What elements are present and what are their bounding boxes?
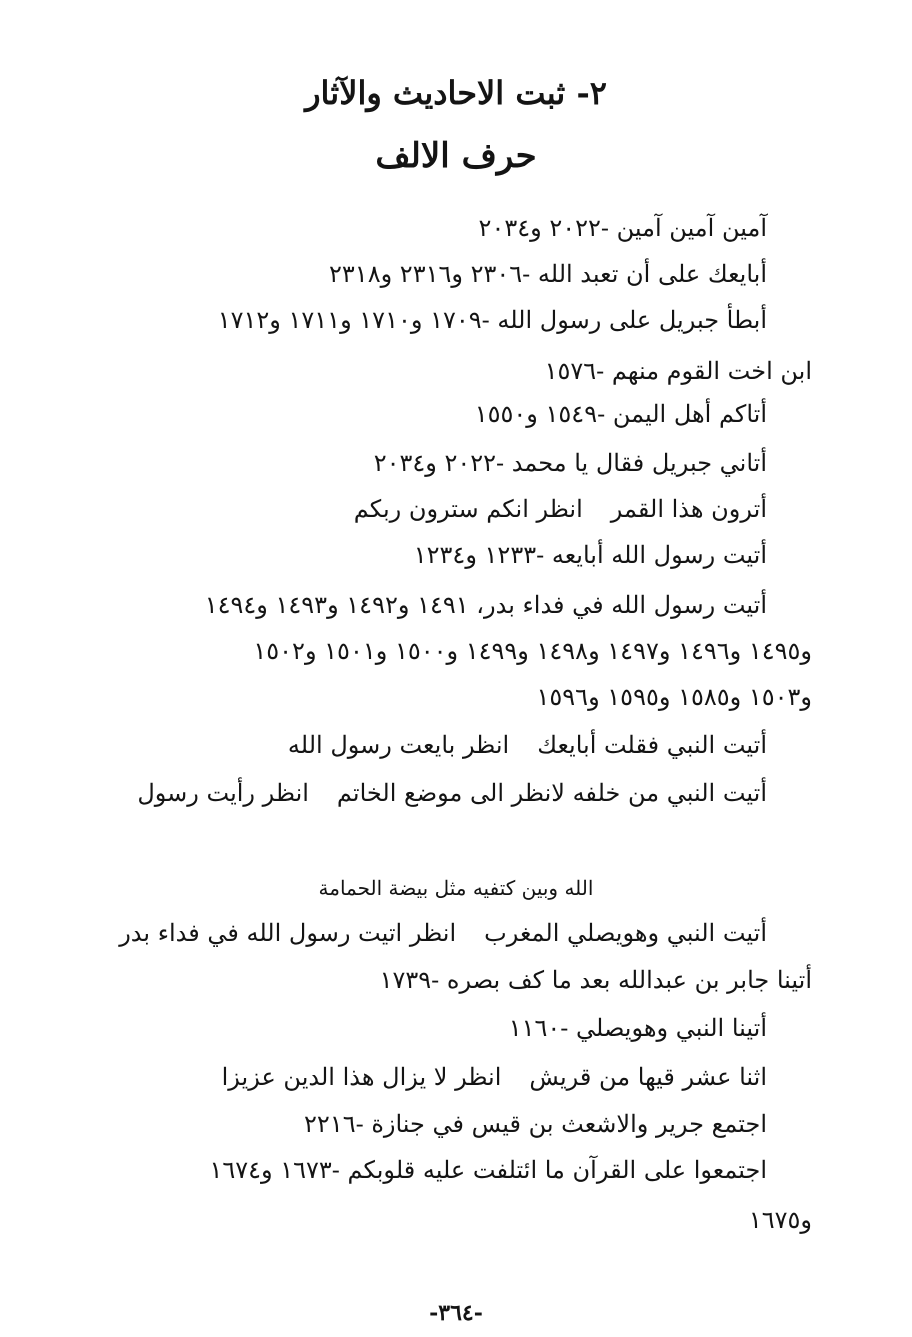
cross-reference: انظر بايعت رسول الله xyxy=(287,731,510,759)
index-entry xyxy=(374,443,767,483)
cross-reference: انظر لا يزال هذا الدين عزيزا xyxy=(221,1063,502,1091)
index-entry xyxy=(354,489,767,529)
index-entry xyxy=(380,960,812,1000)
entry-text: الله وبين كتفيه مثل بيضة الحمامة xyxy=(318,876,594,900)
index-entry xyxy=(137,773,767,813)
index-entry-continuation xyxy=(0,868,912,908)
index-entry xyxy=(545,351,812,391)
entry-text: اجتمع جرير والاشعث بن قيس في جنازة -٢٢١٦ xyxy=(304,1110,767,1138)
entry-text: أبطأ جبريل على رسول الله -١٧٠٩ و١٧١٠ و١٧١١ و١٧١٢ xyxy=(217,306,767,334)
entry-text: أتيت النبي وهويصلي المغرب xyxy=(484,919,767,947)
entry-text: أتيت رسول الله في فداء بدر، ١٤٩١ و١٤٩٢ و١٤٩٣ و١٤٩٤ xyxy=(204,591,767,619)
cross-reference: انظر انكم سترون ربكم xyxy=(353,495,583,523)
index-entry xyxy=(479,208,767,248)
entry-text: أتيت رسول الله أبايعه -١٢٣٣ و١٢٣٤ xyxy=(413,541,767,569)
cross-reference: انظر رأيت رسول xyxy=(137,779,309,807)
page-number: -٣٦٤- xyxy=(429,1300,483,1326)
entry-text: و١٥٠٣ و١٥٨٥ و١٥٩٥ و١٥٩٦ xyxy=(536,683,812,711)
entry-text: ابن اخت القوم منهم -١٥٧٦ xyxy=(544,357,812,385)
index-entry xyxy=(509,1008,767,1048)
entry-text: أتاكم أهل اليمن -١٥٤٩ و١٥٥٠ xyxy=(474,400,767,428)
index-entry xyxy=(475,394,767,434)
entry-text: أتينا جابر بن عبدالله بعد ما كف بصره -١٧٣٩ xyxy=(379,966,812,994)
index-entry xyxy=(119,913,767,953)
index-entry xyxy=(209,1150,767,1190)
index-entry xyxy=(205,585,767,625)
index-entry xyxy=(288,725,767,765)
entry-text: آمين آمين آمين -٢٠٢٢ و٢٠٣٤ xyxy=(478,214,767,242)
entry-text: أبايعك على أن تعبد الله -٢٣٠٦ و٢٣١٦ و٢٣١٨ xyxy=(329,260,767,288)
index-entry xyxy=(304,1104,767,1144)
index-entry xyxy=(222,1057,767,1097)
entry-text: أتاني جبريل فقال يا محمد -٢٠٢٢ و٢٠٣٤ xyxy=(373,449,767,477)
index-entry xyxy=(329,254,767,294)
entry-text: أتيت النبي فقلت أبايعك xyxy=(537,731,767,759)
section-title: ٢- ثبت الاحاديث والآثار xyxy=(305,74,607,112)
entry-text: أترون هذا القمر xyxy=(610,495,767,523)
index-entry-continuation xyxy=(749,1200,812,1240)
letter-title: حرف الالف xyxy=(375,136,537,176)
entry-text: اثنا عشر قيها من قريش xyxy=(529,1063,767,1091)
index-entry-continuation xyxy=(253,631,812,671)
entry-text: و١٤٩٥ و١٤٩٦ و١٤٩٧ و١٤٩٨ و١٤٩٩ و١٥٠٠ و١٥٠١ و١٥٠٢ xyxy=(253,637,812,665)
index-entry-continuation xyxy=(537,677,813,717)
index-entry xyxy=(218,300,767,340)
entry-text: و١٦٧٥ xyxy=(748,1206,812,1234)
entry-text: أتينا النبي وهويصلي -١١٦٠ xyxy=(508,1014,767,1042)
entry-text: اجتمعوا على القرآن ما ائتلفت عليه قلوبكم -١٦٧٣ و١٦٧٤ xyxy=(209,1156,767,1184)
cross-reference: انظر اتيت رسول الله في فداء بدر xyxy=(119,919,457,947)
entry-text: أتيت النبي من خلفه لانظر الى موضع الخاتم xyxy=(336,779,767,807)
index-entry xyxy=(414,535,767,575)
